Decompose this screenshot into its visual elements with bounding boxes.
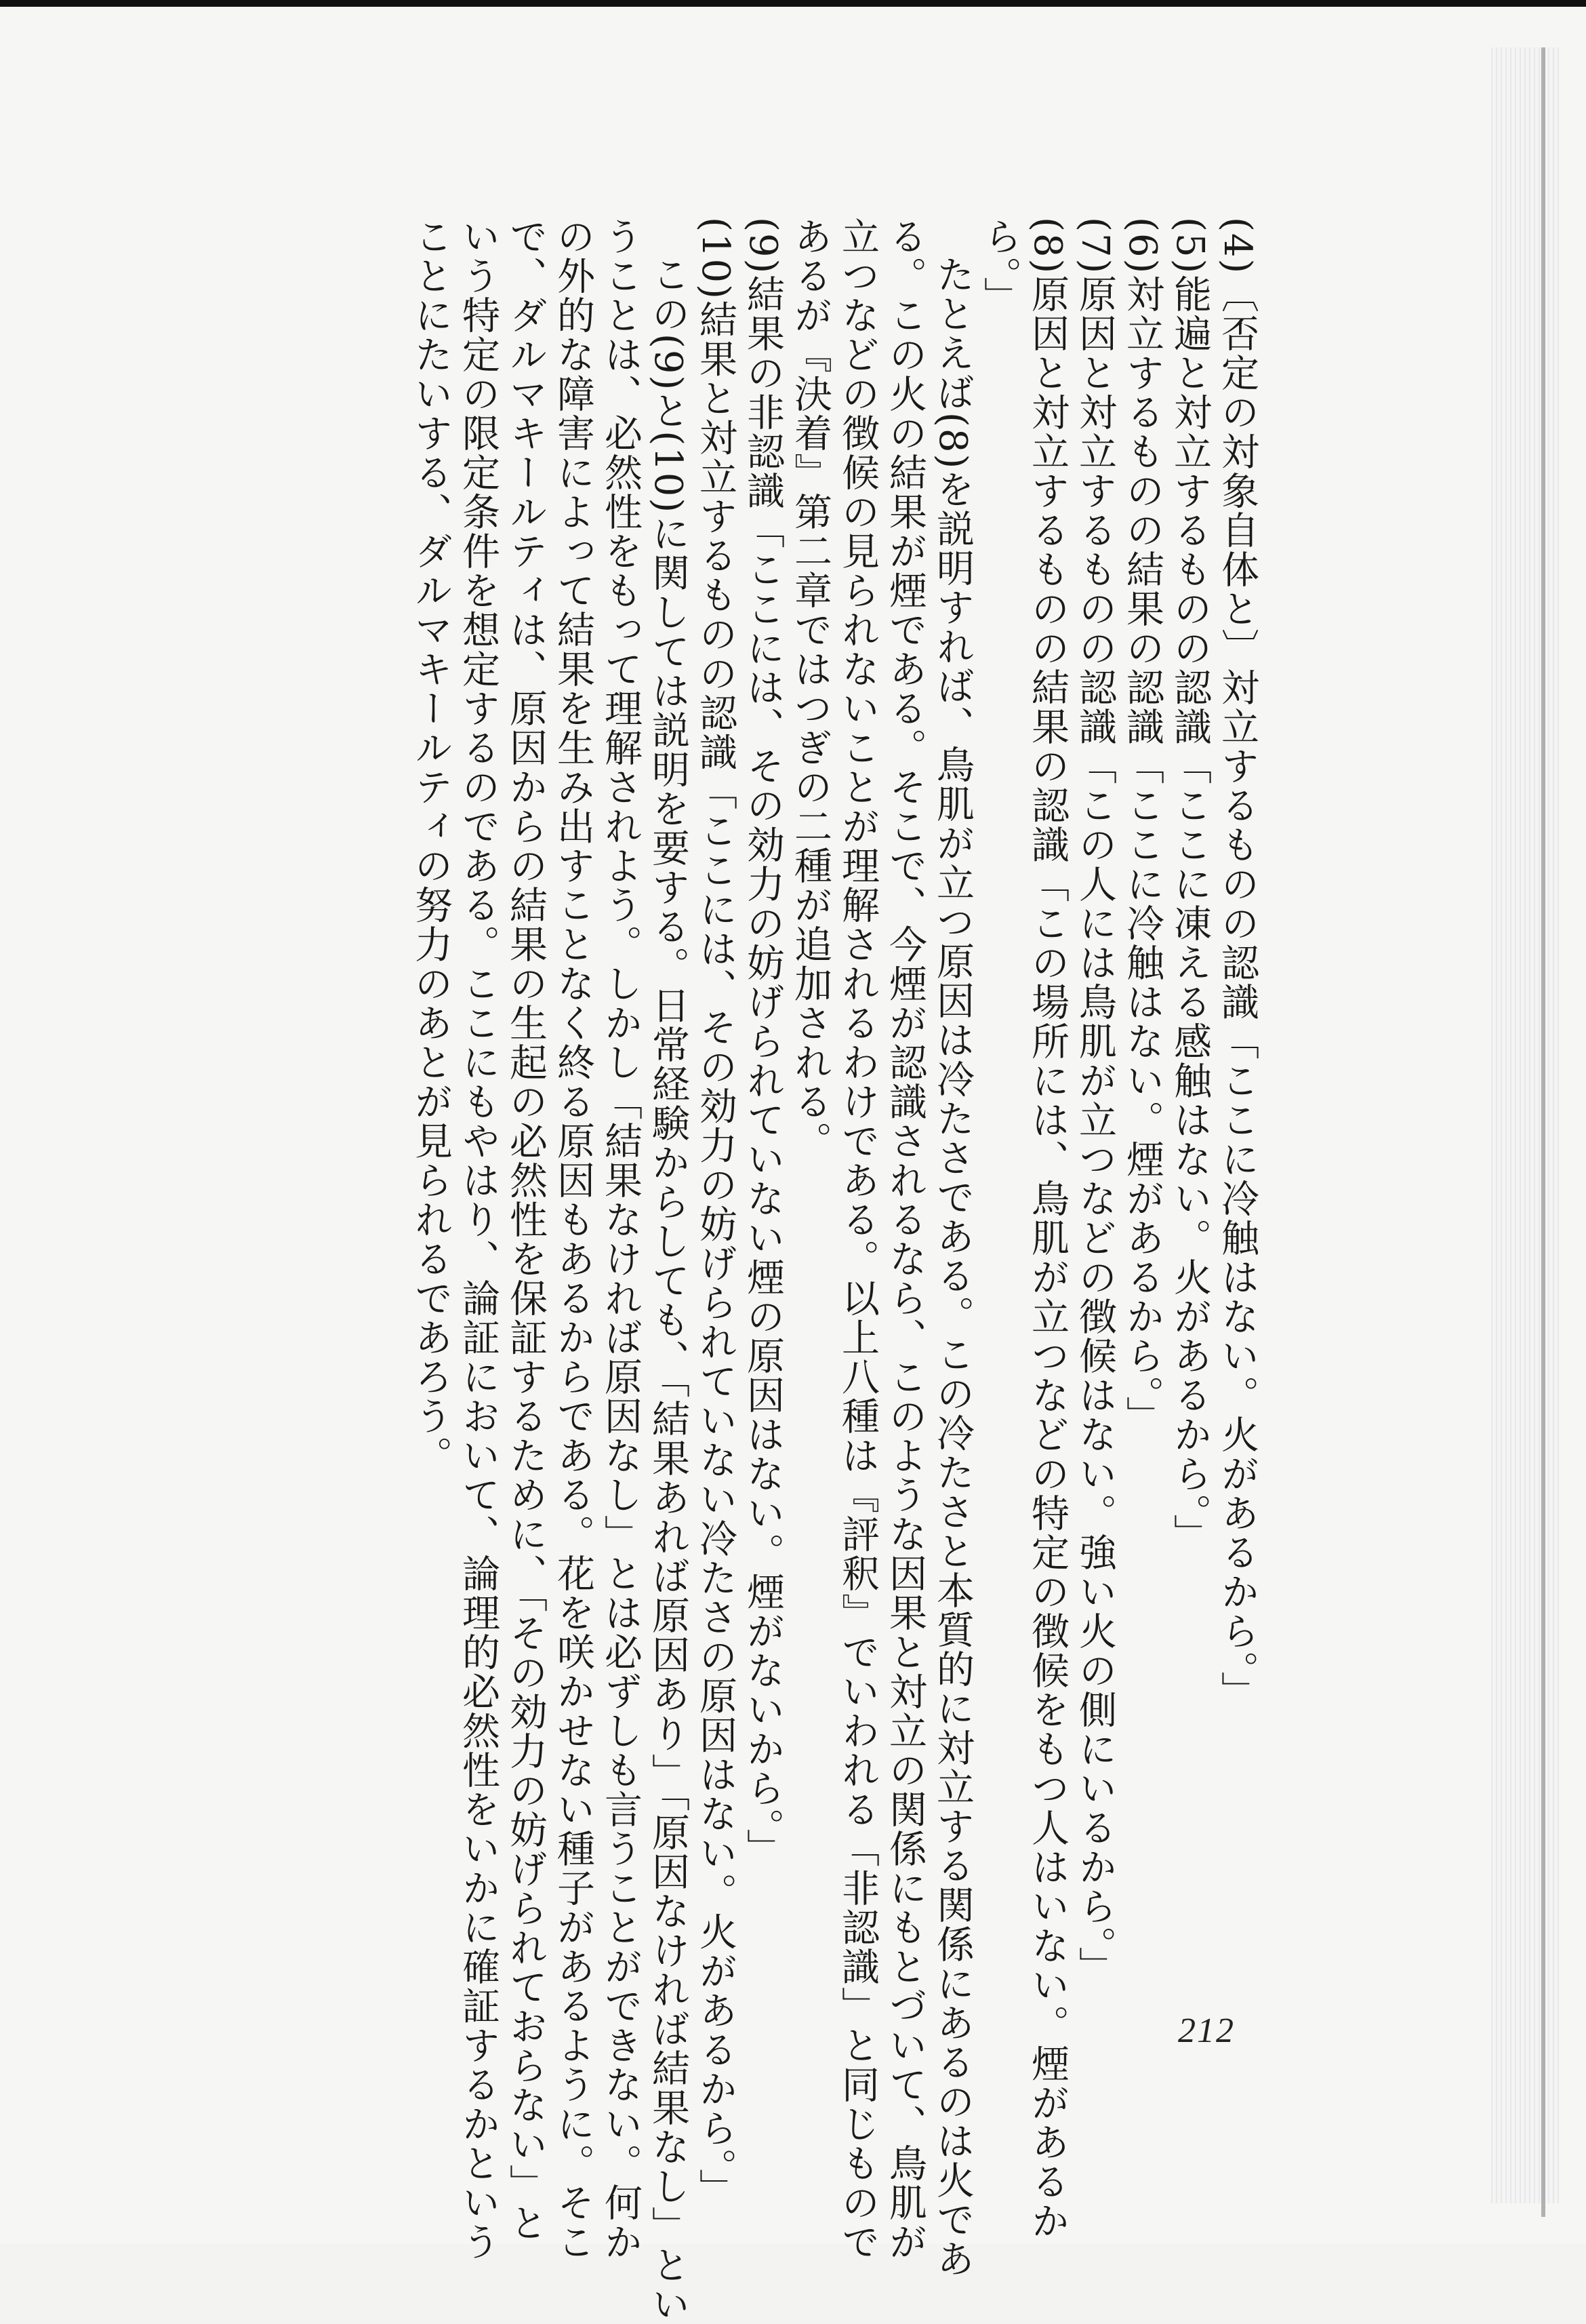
text-line: (4)〔否定の対象自体と〕対立するものの認識「ここに冷触はない。火があるから。」 [1215,217,1259,1711]
text-line: たとえば(8)を説明すれば、鳥肌が立つ原因は冷たさである。この冷たさと本質的に対立する関係にあるのは火であ [931,255,975,2279]
text-line: (10)結果と対立するものの認識「ここには、その効力の妨げられていない冷たさの原因はない。火があるから。」 [693,217,737,2208]
text-line: で、ダルマキールティは、原因からの結果の生起の必然性を保証するために、「その効力の妨げられておらない」と [504,217,548,2243]
top-border [0,0,1586,7]
text-line: うことは、必然性をもって理解されよう。しかし「結果なければ原因なし」とは必ずしも言うことができない。何か [598,217,643,2262]
text-line: ら。」 [978,217,1022,316]
text-line: 立つなどの徴候の見られないことが理解されるわけである。以上八種は『評釈』でいわれる「非認識」と同じもので [836,217,880,2262]
binding-edge [1491,47,1559,2203]
text-line: いう特定の限定条件を想定するのである。ここにもやはり、論証において、論理的必然性をいかに確証するかという [456,217,500,2262]
text-line: (6)対立するものの結果の認識「ここに冷触はない。煙があるから。」 [1120,217,1164,1436]
binding-line [1541,47,1545,2217]
text-line: (8)原因と対立するものの結果の認識「この場所には、鳥肌が立つなどの特定の徴候をもつ人はいない。煙があるか [1025,217,1070,2241]
page-number: 212 [1178,2011,1235,2050]
text-line: (7)原因と対立するものの認識「この人には鳥肌が立つなどの徴候はない。強い火の側にいるから。」 [1073,217,1117,1986]
text-line: あるが『決着』第二章ではつぎの二種が追加される。 [788,217,832,1161]
text-line: この(9)と(10)に関しては説明を要する。日常経験からしても、「結果あれば原因あり」「原因なければ結果なし」とい [646,255,690,2324]
text-line: (5)能遍と対立するものの認識「ここに凍える感触はない。火があるから。」 [1168,217,1212,1554]
text-line: の外的な障害によって結果を生み出すことなく終る原因もあるからである。花を咲かせない種子があるように。そこ [551,217,595,2262]
text-line: (9)結果の非認識「ここには、その効力の妨げられていない煙の原因はない。煙がないから。」 [741,217,785,1868]
text-line: る。この火の結果が煙である。そこで、今煙が認識されるなら、このような因果と対立の関係にもとづいて、鳥肌が [883,217,927,2262]
text-line: ことにたいする、ダルマキールティの努力のあとが見られるであろう。 [409,217,453,1475]
